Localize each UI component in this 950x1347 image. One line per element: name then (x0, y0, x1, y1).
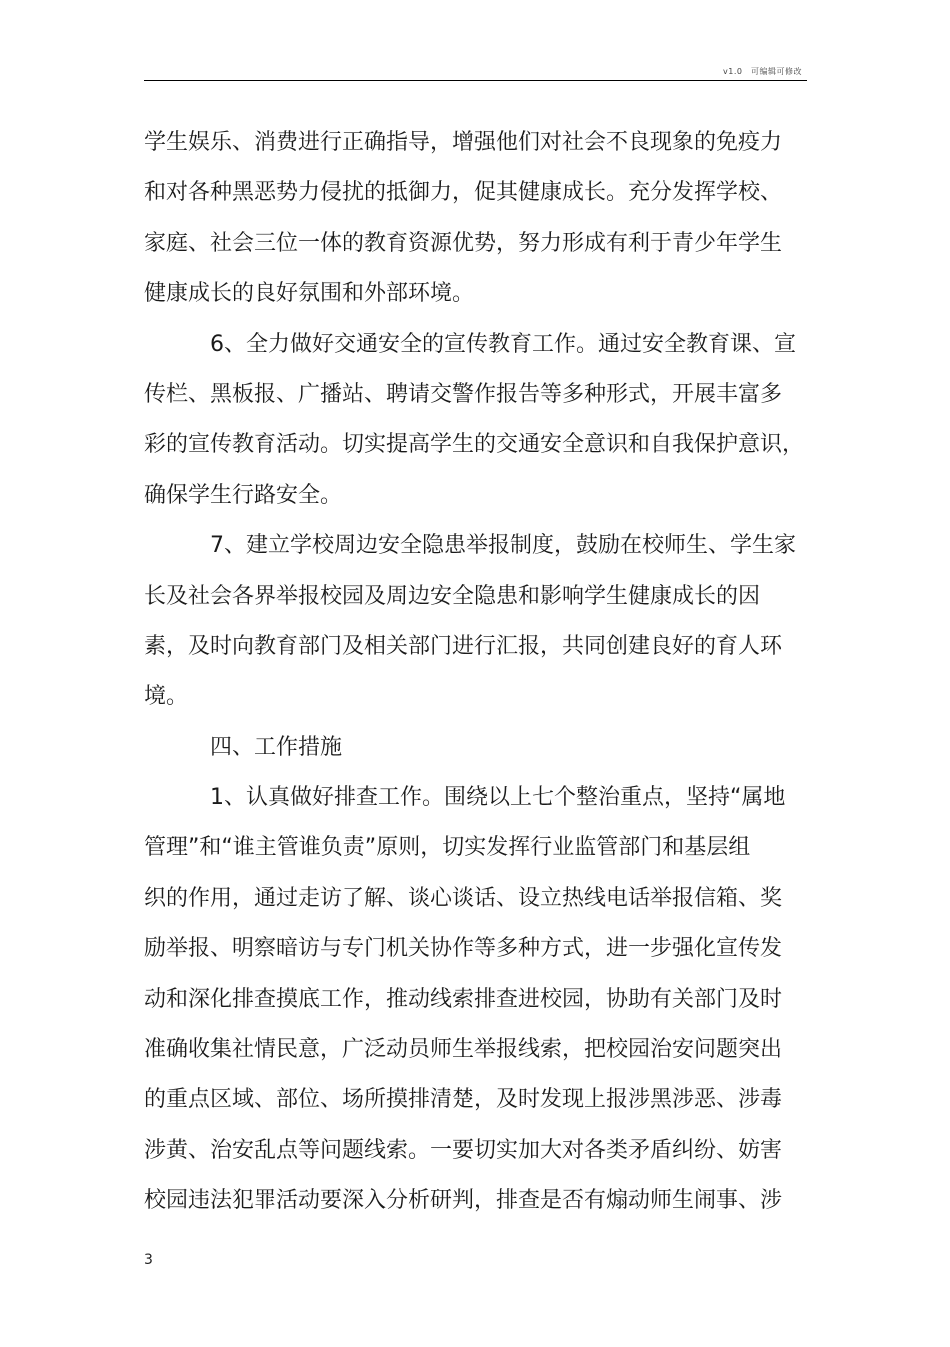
text-line: 1、认真做好排查工作。围绕以上七个整治重点，坚持“属地 (210, 785, 786, 811)
document-body (144, 118, 805, 1227)
text-line: 的重点区域、部位、场所摸排清楚，及时发现上报涉黑涉恶、涉毒 (144, 1087, 783, 1113)
text-line: 准确收集社情民意，广泛动员师生举报线索，把校园治安问题突出 (144, 1037, 783, 1063)
text-line: 7、建立学校周边安全隐患举报制度，鼓励在校师生、学生家 (210, 533, 796, 559)
text-line: 6、全力做好交通安全的宣传教育工作。通过安全教育课、宣 (210, 331, 796, 357)
text-line: 和对各种黑恶势力侵扰的抵御力，促其健康成长。充分发挥学校、 (144, 180, 783, 206)
text-line: 织的作用，通过走访了解、谈心谈话、设立热线电话举报信箱、奖 (144, 885, 783, 911)
text-line: 涉黄、治安乱点等问题线索。一要切实加大对各类矛盾纠纷、妨害 (144, 1137, 783, 1163)
text-line: 校园违法犯罪活动要深入分析研判，排查是否有煽动师生闹事、涉 (144, 1188, 783, 1214)
text-line: 励举报、明察暗访与专门机关协作等多种方式，进一步强化宣传发 (144, 936, 783, 962)
document-version-label: v1.0 可编辑可修改 (723, 67, 802, 76)
text-line: 家庭、社会三位一体的教育资源优势，努力形成有利于青少年学生 (144, 230, 783, 256)
text-line: 彩的宣传教育活动。切实提高学生的交通安全意识和自我保护意识， (144, 432, 805, 458)
text-line: 传栏、黑板报、广播站、聘请交警作报告等多种形式，开展丰富多 (144, 381, 783, 407)
text-line: 确保学生行路安全。 (144, 482, 343, 508)
text-line: 四、工作措施 (210, 734, 343, 760)
text-line: 长及社会各界举报校园及周边安全隐患和影响学生健康成长的因 (144, 583, 761, 609)
text-line: 管理”和“谁主管谁负责”原则，切实发挥行业监管部门和基层组 (144, 835, 751, 861)
header-divider (144, 80, 807, 81)
text-line: 素，及时向教育部门及相关部门进行汇报，共同创建良好的育人环 (144, 633, 783, 659)
page-number: 3 (144, 1252, 153, 1268)
text-line: 境。 (144, 684, 189, 710)
text-line: 动和深化排查摸底工作，推动线索排查进校园，协助有关部门及时 (144, 986, 783, 1012)
text-line: 健康成长的良好氛围和外部环境。 (144, 281, 475, 307)
text-line: 学生娱乐、消费进行正确指导，增强他们对社会不良现象的免疫力 (144, 130, 783, 155)
